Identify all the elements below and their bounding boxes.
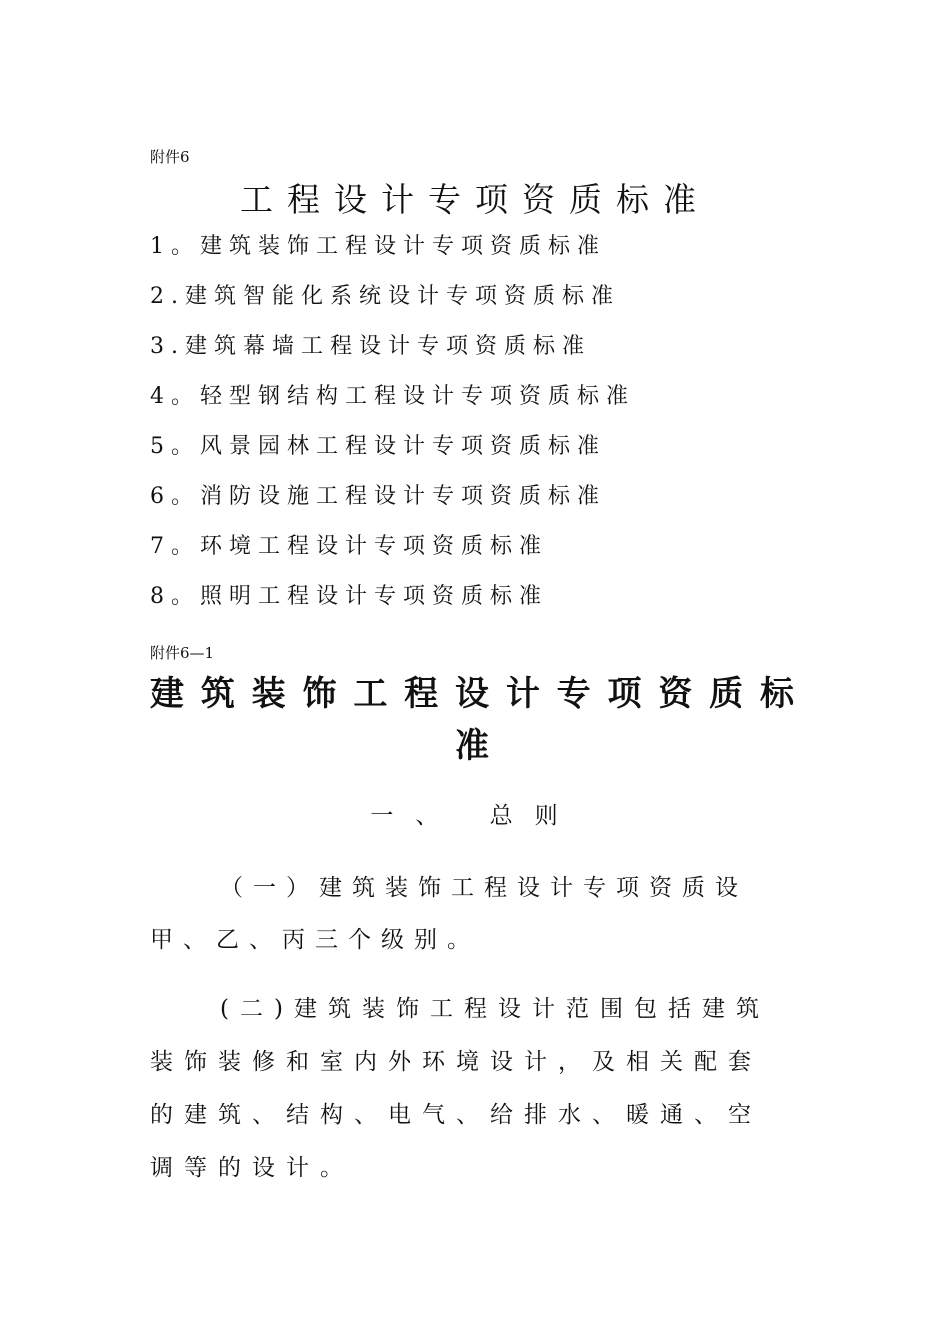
document-title: 工程设计专项资质标准 xyxy=(240,180,710,219)
sub-annex-label: 附件6—1 xyxy=(150,644,215,662)
list-item: 2.建筑智能化系统设计专项资质标准 xyxy=(150,284,620,309)
standards-list xyxy=(150,228,635,628)
list-item: 5。风景园林工程设计专项资质标准 xyxy=(150,434,606,459)
list-item: 7。环境工程设计专项资质标准 xyxy=(150,534,548,559)
section-title: 建筑装饰工程设计专项资质标准 xyxy=(150,674,810,766)
annex-label: 附件6 xyxy=(150,148,190,166)
paragraph-2: (二)建筑装饰工程设计范围包括建筑装饰装修和室内外环境设计，及相关配套的建筑、结构、电气、给排水、暖通、空调等的设计。 xyxy=(150,996,770,1181)
paragraph-1: （一）建筑装饰工程设计专项资质设甲、乙、丙三个级别。 xyxy=(150,875,748,953)
list-item: 8。照明工程设计专项资质标准 xyxy=(150,584,548,609)
list-item: 4。轻型钢结构工程设计专项资质标准 xyxy=(150,384,635,409)
list-item: 1。建筑装饰工程设计专项资质标准 xyxy=(150,234,606,259)
section-heading: 一、 总则 xyxy=(370,803,580,829)
list-item: 3.建筑幕墙工程设计专项资质标准 xyxy=(150,334,591,359)
list-item: 6。消防设施工程设计专项资质标准 xyxy=(150,484,606,509)
